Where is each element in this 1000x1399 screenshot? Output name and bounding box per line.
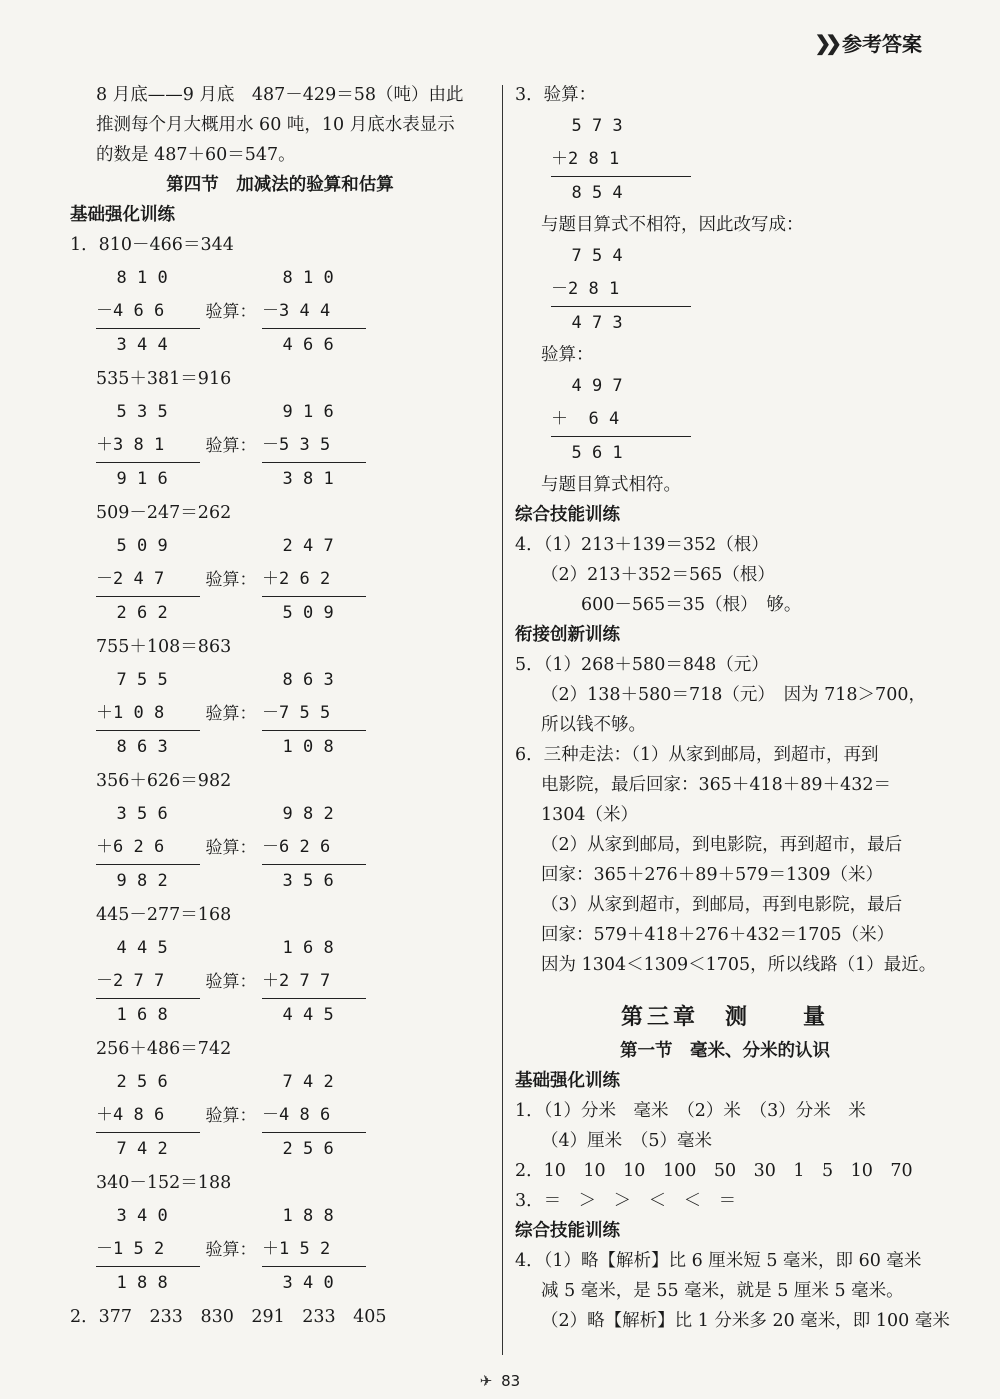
vertical-calc — [96, 664, 200, 764]
calc-pair — [96, 530, 490, 630]
section-title: 第一节 毫米、分米的认识 — [620, 1041, 830, 1061]
calc-row: 8 1 0 — [282, 268, 334, 288]
calc-row: －7 5 5 — [262, 697, 366, 731]
equation: 356＋626＝982 — [96, 771, 232, 791]
answer-line: 回家：365＋276＋89＋579＝1309（米） — [541, 865, 884, 885]
answer-line: 1304（米） — [541, 805, 639, 825]
vertical-calc — [96, 262, 200, 362]
calc-row: ＋2 7 7 — [262, 965, 366, 999]
page-footer — [0, 1372, 1000, 1390]
calc-row: 4 6 6 — [282, 335, 334, 355]
intro-line: 推测每个月大概用水 60 吨，10 月底水表显示 — [96, 115, 455, 135]
text-line: 与题目算式相符。 — [541, 475, 681, 495]
calc-row: 4 9 7 — [571, 376, 623, 396]
equation: 340－152＝188 — [96, 1173, 232, 1193]
vertical-calc — [96, 1200, 200, 1300]
answer-line: 减 5 毫米，是 55 毫米，就是 5 厘米 5 毫米。 — [541, 1281, 904, 1301]
equation: 256＋486＝742 — [96, 1039, 232, 1059]
vertical-calc — [262, 530, 366, 630]
calc-row: 2 5 6 — [116, 1072, 168, 1092]
calc-row: 2 4 7 — [282, 536, 334, 556]
calc-row: 5 0 9 — [116, 536, 168, 556]
calc-row: 2 6 2 — [116, 603, 168, 623]
vertical-calc — [96, 932, 200, 1032]
calc-row: 4 4 5 — [282, 1005, 334, 1025]
calc-pair — [96, 262, 490, 362]
calc-row: ＋1 5 2 — [262, 1233, 366, 1267]
vertical-calc — [262, 262, 366, 362]
subsection-title: 基础强化训练 — [515, 1071, 620, 1091]
calc-pair — [96, 1200, 490, 1300]
answer-line: 600－565＝35（根） 够。 — [581, 595, 802, 615]
intro-line: 的数是 487＋60＝547。 — [96, 145, 296, 165]
chapter-title: 第三章 测 量 — [620, 1004, 829, 1030]
equation: 1．810－466＝344 — [70, 235, 234, 255]
calc-row: 7 4 2 — [116, 1139, 168, 1159]
vertical-calc — [262, 664, 366, 764]
vertical-calc — [515, 110, 691, 210]
calc-row: 9 1 6 — [116, 469, 168, 489]
subsection-title: 衔接创新训练 — [515, 625, 620, 645]
calc-row: 3 5 6 — [282, 871, 334, 891]
vertical-calc — [262, 798, 366, 898]
answer-line: 电影院，最后回家：365＋418＋89＋432＝ — [541, 775, 891, 795]
check-label: 验算： — [205, 302, 257, 322]
subsection-title: 综合技能训练 — [515, 1221, 620, 1241]
vertical-calc — [262, 1200, 366, 1300]
vertical-calc — [96, 530, 200, 630]
check-label: 验算： — [205, 704, 257, 724]
calc-row: －2 8 1 — [551, 273, 691, 307]
calc-row: 4 4 5 — [116, 938, 168, 958]
intro-line: 8 月底——9 月底 487－429＝58（吨）由此 — [96, 85, 464, 105]
vertical-calc — [262, 932, 366, 1032]
check-label: 验算： — [205, 1106, 257, 1126]
equation: 755＋108＝863 — [96, 637, 232, 657]
calc-row: ＋1 0 8 — [96, 697, 200, 731]
answer-line: （2）213＋352＝565（根） — [541, 565, 775, 585]
answer-line: 2．377 233 830 291 233 405 — [70, 1307, 387, 1327]
calc-row: －4 8 6 — [262, 1099, 366, 1133]
calc-row: 5 3 5 — [116, 402, 168, 422]
calc-row: 1 6 8 — [116, 1005, 168, 1025]
calc-row: 8 1 0 — [116, 268, 168, 288]
answer-line: 2．10 10 10 100 50 30 1 5 10 70 — [515, 1161, 913, 1181]
calc-row: 8 6 3 — [116, 737, 168, 757]
calc-row: ＋6 2 6 — [96, 831, 200, 865]
calc-row: －5 3 5 — [262, 429, 366, 463]
answer-line: 3．＝ ＞ ＞ ＜ ＜ ＝ — [515, 1191, 737, 1211]
vertical-calc — [515, 240, 691, 340]
answer-line: 回家：579＋418＋276＋432＝1705（米） — [541, 925, 895, 945]
calc-row: －2 7 7 — [96, 965, 200, 999]
calc-row: 5 0 9 — [282, 603, 334, 623]
calc-row: 3 4 0 — [282, 1273, 334, 1293]
calc-pair — [96, 1066, 490, 1166]
answer-line: （2）138＋580＝718（元） 因为 718＞700， — [541, 685, 926, 705]
calc-row: 9 8 2 — [282, 804, 334, 824]
answer-line: （2）略【解析】比 1 分米多 20 毫米，即 100 毫米 — [541, 1311, 950, 1331]
calc-row: 1 0 8 — [282, 737, 334, 757]
answer-line: （4）厘米 （5）毫米 — [541, 1131, 713, 1151]
equation: 535＋381＝916 — [96, 369, 232, 389]
section-title: 第四节 加减法的验算和估算 — [166, 175, 394, 195]
check-label: 验算： — [205, 838, 257, 858]
answer-line: 所以钱不够。 — [541, 715, 646, 735]
page-header — [814, 28, 922, 57]
calc-row: 5 6 1 — [571, 443, 623, 463]
answer-line: 4．（1）213＋139＝352（根） — [515, 535, 769, 555]
calc-row: －2 4 7 — [96, 563, 200, 597]
calc-row: ＋2 8 1 — [551, 143, 691, 177]
calc-row: 3 5 6 — [116, 804, 168, 824]
double-chevron-icon: ❯❯ — [814, 30, 836, 55]
answer-line: 因为 1304＜1309＜1705，所以线路（1）最近。 — [541, 955, 937, 975]
check-label: 验算： — [205, 1240, 257, 1260]
calc-row: 8 5 4 — [571, 183, 623, 203]
calc-row: －3 4 4 — [262, 295, 366, 329]
calc-row: 9 1 6 — [282, 402, 334, 422]
vertical-calc — [96, 396, 200, 496]
equation: 509－247＝262 — [96, 503, 232, 523]
calc-row: 3 4 0 — [116, 1206, 168, 1226]
column-divider — [502, 85, 503, 1355]
calc-pair — [96, 664, 490, 764]
calc-row: ＋2 6 2 — [262, 563, 366, 597]
calc-row: ＋ 6 4 — [551, 403, 691, 437]
vertical-calc — [96, 798, 200, 898]
calc-row: 7 5 4 — [571, 246, 623, 266]
calc-row: 7 5 5 — [116, 670, 168, 690]
calc-row: 1 8 8 — [116, 1273, 168, 1293]
calc-row: 5 7 3 — [571, 116, 623, 136]
vertical-calc — [262, 396, 366, 496]
calc-row: 4 7 3 — [571, 313, 623, 333]
answer-line: 4．（1）略【解析】比 6 厘米短 5 毫米，即 60 毫米 — [515, 1251, 922, 1271]
answer-line: 5．（1）268＋580＝848（元） — [515, 655, 769, 675]
bird-logo-icon: ✈ — [479, 1372, 493, 1390]
text-line: 验算： — [541, 345, 594, 365]
calc-row: －4 6 6 — [96, 295, 200, 329]
calc-row: 8 6 3 — [282, 670, 334, 690]
answer-line: （2）从家到邮局，到电影院，再到超市，最后 — [541, 835, 903, 855]
question: 3．验算： — [515, 85, 597, 105]
calc-row: 1 6 8 — [282, 938, 334, 958]
right-column — [515, 80, 950, 1336]
header-title: 参考答案 — [842, 32, 922, 56]
calc-row: －1 5 2 — [96, 1233, 200, 1267]
calc-pair — [96, 932, 490, 1032]
check-label: 验算： — [205, 570, 257, 590]
calc-row: 9 8 2 — [116, 871, 168, 891]
answer-line: （3）从家到超市，到邮局，再到电影院，最后 — [541, 895, 903, 915]
subsection-title: 基础强化训练 — [70, 205, 175, 225]
calc-row: 2 5 6 — [282, 1139, 334, 1159]
equation: 445－277＝168 — [96, 905, 232, 925]
text-line: 与题目算式不相符，因此改写成： — [541, 215, 804, 235]
check-label: 验算： — [205, 972, 257, 992]
calc-row: ＋4 8 6 — [96, 1099, 200, 1133]
subsection-title: 综合技能训练 — [515, 505, 620, 525]
calc-row: 3 8 1 — [282, 469, 334, 489]
calc-row: －6 2 6 — [262, 831, 366, 865]
check-label: 验算： — [205, 436, 257, 456]
calc-row: 1 8 8 — [282, 1206, 334, 1226]
calc-row: 3 4 4 — [116, 335, 168, 355]
vertical-calc — [262, 1066, 366, 1166]
calc-pair — [96, 396, 490, 496]
calc-row: 7 4 2 — [282, 1072, 334, 1092]
vertical-calc — [515, 370, 691, 470]
vertical-calc — [96, 1066, 200, 1166]
calc-pair — [96, 798, 490, 898]
answer-line: 1．（1）分米 毫米 （2）米 （3）分米 米 — [515, 1101, 866, 1121]
left-column — [70, 80, 490, 1332]
answer-line: 6．三种走法：（1）从家到邮局，到超市，再到 — [515, 745, 879, 765]
calc-row: ＋3 8 1 — [96, 429, 200, 463]
page-number: 83 — [501, 1372, 521, 1390]
